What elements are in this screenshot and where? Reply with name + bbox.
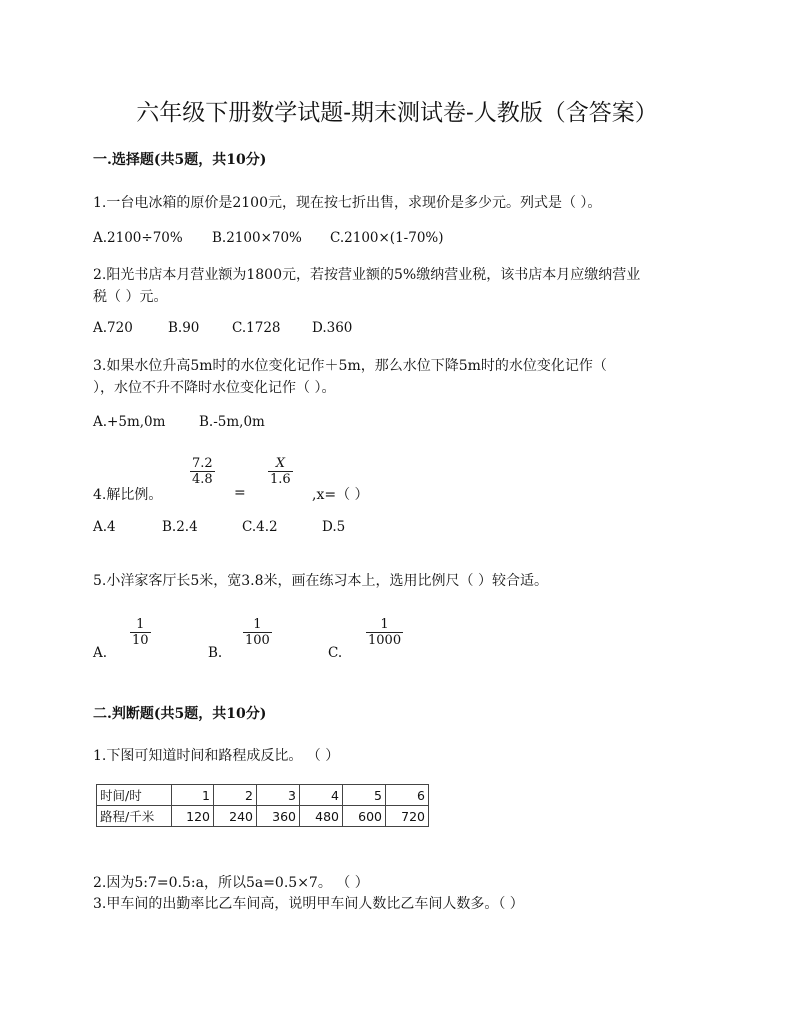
q4-fraction-left-numerator: 7.2 <box>192 456 213 471</box>
table-cell: 1 <box>172 785 214 806</box>
q4-option-a: A.4 <box>93 519 116 535</box>
question-2-line1: 2.阳光书店本月营业额为1800元，若按营业额的5%缴纳营业税，该书店本月应缴纳营业 <box>93 267 641 283</box>
table-row <box>97 806 429 827</box>
question-2-line2: 税（ ）元。 <box>93 289 168 305</box>
q5-option-c-denominator: 1000 <box>368 633 402 648</box>
table-cell: 时间/时 <box>97 785 172 806</box>
q2-option-a: A.720 <box>93 320 133 336</box>
table-cell: 2 <box>214 785 257 806</box>
table-cell: 720 <box>386 806 429 827</box>
q2-option-c: C.1728 <box>232 320 281 336</box>
q4-fraction-left <box>190 456 215 487</box>
q5-option-b-fraction <box>243 617 272 648</box>
table-cell: 6 <box>386 785 429 806</box>
table-cell: 240 <box>214 806 257 827</box>
q2-option-d: D.360 <box>312 320 353 336</box>
question-3-line2: ），水位不升不降时水位变化记作（ ）。 <box>93 380 336 396</box>
table-cell: 360 <box>257 806 300 827</box>
q4-equals-sign: = <box>234 485 246 501</box>
time-distance-table <box>96 784 429 827</box>
q5-option-c-label: C. <box>328 645 343 661</box>
q4-option-c: C.4.2 <box>242 519 278 535</box>
q5-option-b-numerator: 1 <box>253 617 262 632</box>
judgement-2-text: 2.因为5:7=0.5:a，所以5a=0.5×7。 （ ） <box>93 875 369 891</box>
q1-option-b: B.2100×70% <box>212 230 302 246</box>
judgement-1-text: 1.下图可知道时间和路程成反比。 （ ） <box>93 748 340 764</box>
q4-fraction-left-denominator: 4.8 <box>192 472 213 487</box>
table-cell: 120 <box>172 806 214 827</box>
section-heading-judgement: 二.判断题(共5题，共10分) <box>93 706 267 722</box>
q5-option-a-denominator: 10 <box>132 633 149 648</box>
question-1-text: 1.一台电冰箱的原价是2100元，现在按七折出售，求现价是多少元。列式是（ ）。 <box>93 195 602 211</box>
q5-option-c-numerator: 1 <box>380 617 389 632</box>
table-cell: 路程/千米 <box>97 806 172 827</box>
table-cell: 3 <box>257 785 300 806</box>
q4-option-d: D.5 <box>322 519 346 535</box>
section-heading-choice: 一.选择题(共5题，共10分) <box>93 152 267 168</box>
q4-fraction-right-denominator: 1.6 <box>270 472 291 487</box>
q5-option-a-label: A. <box>93 645 108 661</box>
table-row <box>97 785 429 806</box>
q1-option-a: A.2100÷70% <box>93 230 183 246</box>
question-4-prefix: 4.解比例。 <box>93 487 163 503</box>
q5-option-c-fraction <box>366 617 403 648</box>
table-cell: 480 <box>300 806 343 827</box>
table-cell: 5 <box>343 785 386 806</box>
q4-fraction-right-numerator: X <box>275 456 285 471</box>
judgement-3-text: 3.甲车间的出勤率比乙车间高，说明甲车间人数比乙车间人数多。（ ） <box>93 896 524 912</box>
q5-option-b-label: B. <box>208 645 223 661</box>
table-cell: 4 <box>300 785 343 806</box>
q2-option-b: B.90 <box>168 320 200 336</box>
table-cell: 600 <box>343 806 386 827</box>
q5-option-a-fraction <box>130 617 151 648</box>
q4-option-b: B.2.4 <box>162 519 198 535</box>
q3-option-a: A.+5m,0m <box>93 414 166 430</box>
page-title: 六年级下册数学试题-期末测试卷-人教版（含答案） <box>136 100 658 126</box>
q1-option-c: C.2100×(1-70%) <box>330 230 444 246</box>
question-3-line1: 3.如果水位升高5m时的水位变化记作＋5m，那么水位下降5m时的水位变化记作（ <box>93 358 607 374</box>
q5-option-a-numerator: 1 <box>136 617 145 632</box>
question-5-text: 5.小洋家客厅长5米，宽3.8米，画在练习本上，选用比例尺（ ）较合适。 <box>93 573 548 589</box>
q3-option-b: B.-5m,0m <box>199 414 265 430</box>
q4-fraction-right <box>268 456 293 487</box>
q5-option-b-denominator: 100 <box>245 633 270 648</box>
q4-answer-blank: ,x=（ ） <box>312 487 369 503</box>
